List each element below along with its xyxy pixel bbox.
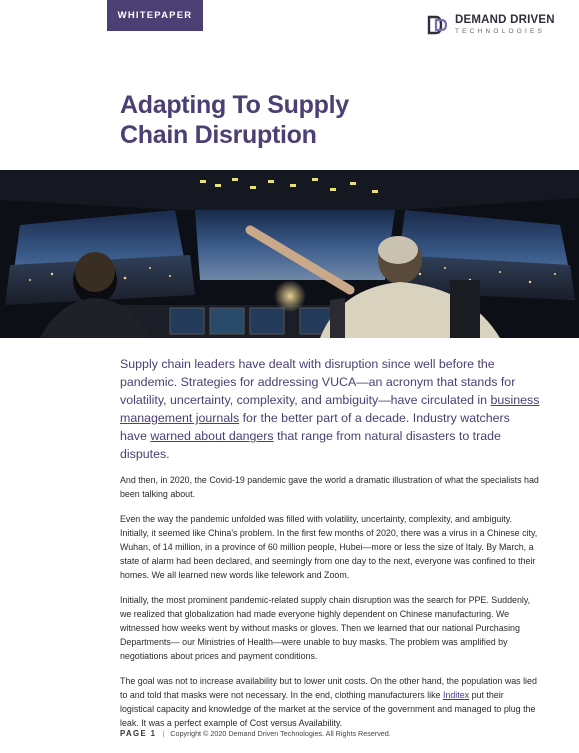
- warned-dangers-link[interactable]: warned about dangers: [150, 429, 274, 443]
- footer-separator: |: [162, 729, 165, 738]
- paragraph-4-text-1: The goal was not to increase availability but to lower unit costs. On the other hand, the population was lied to and told that masks were not necessary. In the end, clothing manufacturers like: [120, 676, 537, 700]
- page-footer: [120, 729, 391, 738]
- business-journals-link[interactable]: business management journals: [120, 393, 540, 425]
- whitepaper-tag: WHITEPAPER: [107, 0, 203, 31]
- dd-logo-icon: [427, 14, 449, 36]
- paragraph-3: Initially, the most prominent pandemic-related supply chain disruption was the search for PPE. Suddenly, we realized that globalization had made everyone highly dependent on Chinese manufacturing. We witnessed how weeks went by without masks or gloves. Then we learned that our national Purchasing Departments— our Ministries of Health—were unable to buy masks. The problem was amplified by negotiations about prices and payment conditions.: [120, 595, 531, 661]
- lead-text-3: that range from natural disasters to trade disputes.: [120, 429, 501, 461]
- lead-text-2: for the better part of a decade. Industry watchers have: [120, 411, 510, 443]
- hero-image: [0, 170, 579, 338]
- logo-subtitle: TECHNOLOGIES: [455, 27, 546, 35]
- company-logo: [427, 13, 555, 37]
- article-body: [120, 355, 540, 741]
- logo-name: DEMAND DRIVEN: [455, 14, 555, 26]
- title-line-2: Chain Disruption: [120, 121, 317, 149]
- lead-text-1: Supply chain leaders have dealt with disruption since well before the pandemic. Strategies for addressing VUCA—an acronym that stands for volatility, uncertainty, complexity, and ambiguity—have circulated in: [120, 357, 516, 407]
- copyright-text: Copyright © 2020 Demand Driven Technologies. All Rights Reserved.: [170, 729, 391, 738]
- paragraph-1: And then, in 2020, the Covid-19 pandemic gave the world a dramatic illustration of what the specialists had been talking about.: [120, 475, 539, 499]
- paragraph-2: Even the way the pandemic unfolded was filled with volatility, uncertainty, complexity, and ambiguity. Initially, it seemed like China's problem. In the first few months of 2020, there was a virus in a Chinese city, Wuhan, of 14 million, in a province of 60 million people, Hubei—more or less the size of Italy. By March, a state of alarm had been declared, and seemingly from one day to the next, everyone was confined to their homes. We all learned new words like telework and Zoom.: [120, 514, 538, 580]
- page-title: [120, 90, 450, 150]
- paragraph-4-text-2: put their logistical capacity and knowledge of the market at the service of the government and managed to plug the leak. It was a perfect example of Cost versus Availability.: [120, 690, 536, 728]
- paragraph-4: [120, 674, 540, 730]
- inditex-link[interactable]: Inditex: [442, 690, 470, 700]
- lead-paragraph: [120, 355, 540, 463]
- title-line-1: Adapting To Supply: [120, 91, 349, 119]
- cockpit-photo: [0, 170, 579, 338]
- page-number: PAGE 1: [120, 729, 157, 738]
